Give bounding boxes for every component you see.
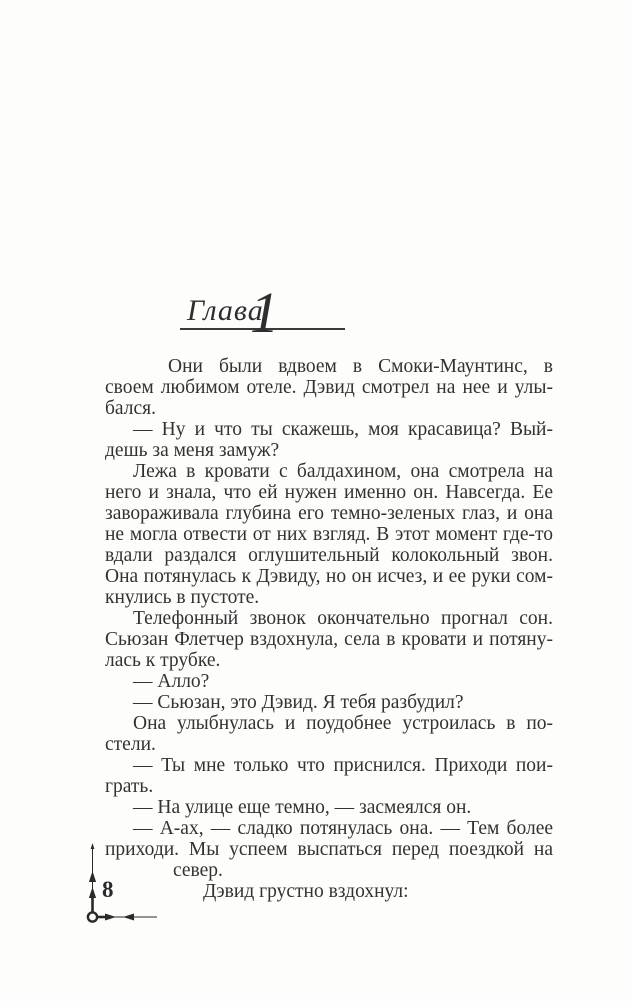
text-line: приходи. Мы успеем выспаться перед поездкой на	[105, 839, 553, 860]
text-line: — Ну и что ты скажешь, моя красавица? Вый-	[133, 419, 553, 440]
text-line: — На улице еще темно, — засмеялся он.	[133, 797, 472, 818]
text-line: не могла отвести от них взгляд. В этот момент где-то	[105, 524, 553, 545]
text-line: своем любимом отеле. Дэвид смотрел на нее и улы-	[105, 377, 553, 398]
text-line: — Сьюзан, это Дэвид. Я тебя разбудил?	[133, 692, 464, 713]
chapter-number: 1	[250, 280, 279, 345]
chapter-heading	[180, 280, 345, 345]
text-line: лась к трубке.	[105, 650, 221, 671]
text-line: кнулись в пустоте.	[105, 587, 260, 608]
text-line: Телефонный звонок окончательно прогнал сон.	[133, 608, 553, 629]
text-line: Лежа в кровати с балдахином, она смотрела на	[133, 461, 553, 482]
text-line: дешь за меня замуж?	[105, 440, 280, 461]
text-line: него и знала, что ей нужен именно он. Навсегда. Ее	[105, 482, 553, 503]
text-line: север.	[173, 860, 223, 881]
text-line: Дэвид грустно вздохнул:	[203, 881, 409, 902]
chapter-label: Глава	[187, 294, 264, 327]
text-line: грать.	[105, 776, 154, 797]
text-line: — Ты мне только что приснился. Приходи пои-	[133, 755, 553, 776]
text-line: — А-ах, — сладко потянулась она. — Тем более	[133, 818, 553, 839]
text-line: — Алло?	[133, 671, 210, 692]
text-line: завораживала глубина его темно-зеленых глаз, и она	[105, 503, 553, 524]
text-line: бался.	[105, 398, 156, 419]
body-text	[105, 356, 553, 902]
text-line: Она потянулась к Дэвиду, но он исчез, и ее руки сом-	[105, 566, 553, 587]
text-line: Они были вдвоем в Смоки-Маунтинс, в	[168, 356, 553, 377]
text-line: Она улыбнулась и поудобнее устроилась в по-	[133, 713, 553, 734]
text-line: стели.	[105, 734, 156, 755]
page-number: 8	[102, 877, 114, 902]
text-line: Сьюзан Флетчер вздохнула, села в кровати и потяну-	[105, 629, 553, 650]
text-line: вдали раздался оглушительный колокольный звон.	[105, 545, 553, 566]
